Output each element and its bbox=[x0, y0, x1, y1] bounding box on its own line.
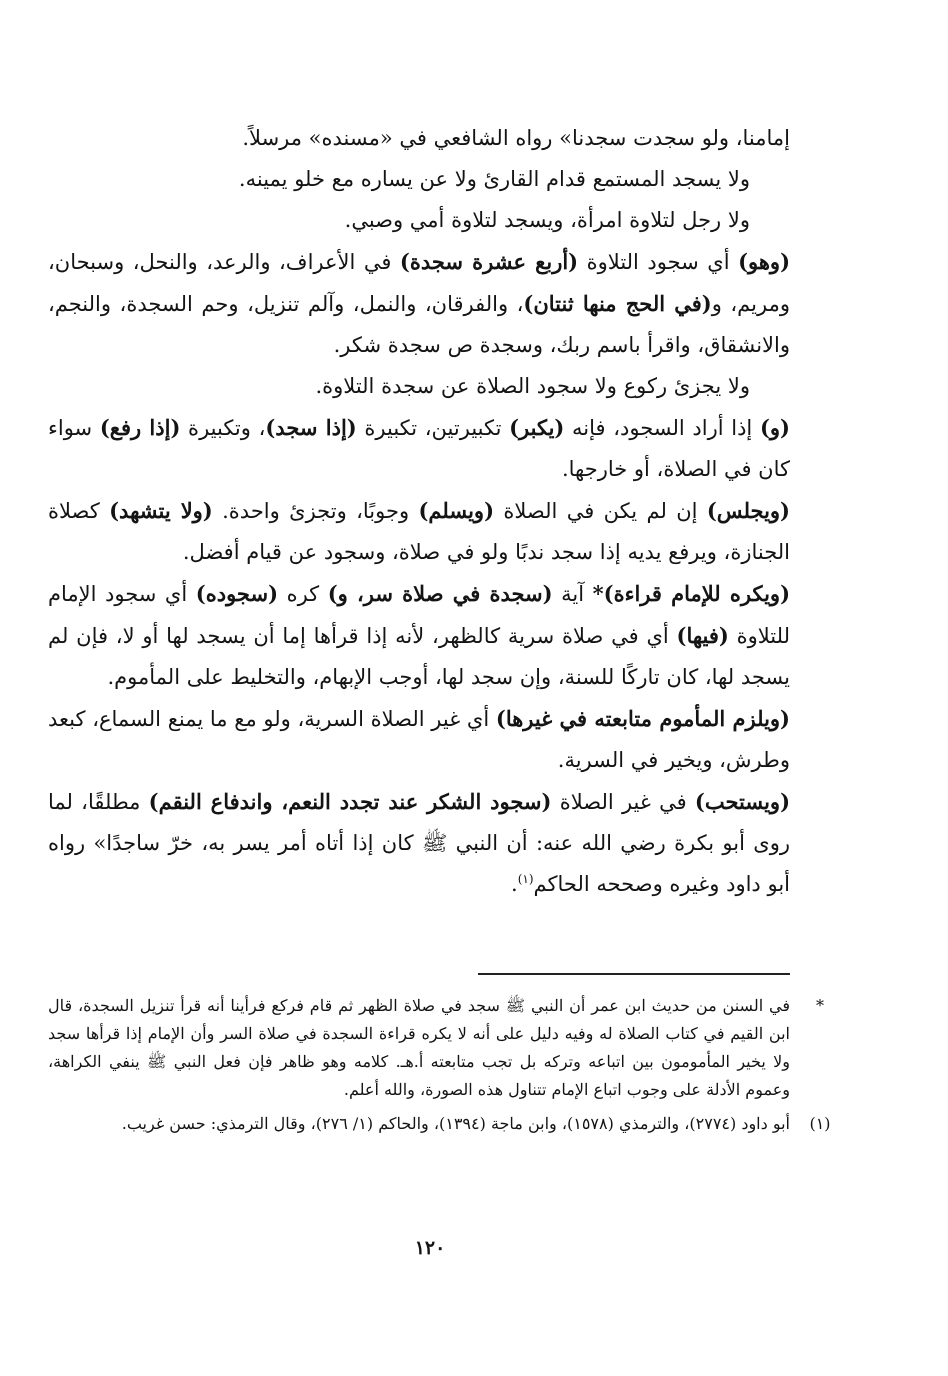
text-run: كصلاة الجنازة، ويرفع يديه إذا سجد ندبًا ولو في صلاة، وسجود عن قيام أفضل. bbox=[48, 499, 790, 564]
text-run: كره bbox=[278, 582, 328, 606]
text-run: أي سجود التلاوة bbox=[578, 250, 739, 274]
bold-text: (ولا يتشهد) bbox=[109, 498, 213, 523]
paragraph-1 bbox=[48, 118, 790, 159]
paragraph-7 bbox=[48, 490, 790, 573]
text-run: إن لم يكن في الصلاة bbox=[494, 499, 707, 523]
paragraph-5 bbox=[48, 366, 790, 407]
bold-text: (ويسلم) bbox=[418, 498, 495, 523]
main-text bbox=[48, 118, 790, 905]
footnote-ref: (١) bbox=[517, 872, 534, 886]
bold-text: (ويستحب) bbox=[694, 789, 791, 814]
text-run: أي في صلاة سرية كالظهر، لأنه إذا قرأها إما أن يسجد لها أو لا، فإن لم يسجد لها، كان تاركًا للسنة، وإن سجد لها، أوجب الإبهام، والتخليط على المأموم. bbox=[48, 624, 790, 689]
text-run: ولا يجزئ ركوع ولا سجود الصلاة عن سجدة التلاوة. bbox=[315, 374, 750, 398]
footnote-2-text: أبو داود (٢٧٧٤)، والترمذي (١٥٧٨)، وابن ماجة (١٣٩٤)، والحاكم (١/ ٢٧٦)، وقال الترمذي: حسن غريب. bbox=[121, 1114, 790, 1133]
paragraph-10 bbox=[48, 781, 790, 905]
footnote-1-text: في السنن من حديث ابن عمر أن النبي ﷺ سجد في صلاة الظهر ثم قام فركع فرأينا أنه قرأ تنزيل السجدة، قال ابن القيم في كتاب الصلاة له وفيه دليل على أنه لا يكره قراءة السجدة في صلاة السر وأن الإمام إذا قرأها سجد ولا يخير المأمومون بين اتباعه وتركه بل تجب متابعته أ.هـ. كلامه وهو ظاهر فإن فعل النبي ﷺ ينفي الكراهة، وعموم الأدلة على وجوب اتباع الإمام تتناول هذه الصورة، والله أعلم. bbox=[48, 996, 791, 1099]
footnotes bbox=[48, 992, 831, 1144]
paragraph-8 bbox=[48, 573, 790, 698]
text-run: ، وتكبيرة bbox=[180, 416, 266, 440]
paragraph-9 bbox=[48, 698, 790, 781]
text-run: ولا يسجد المستمع قدام القارئ ولا عن يساره مع خلو يمينه. bbox=[238, 167, 750, 191]
bold-text: (ويلزم المأموم متابعته في غيرها) bbox=[495, 706, 790, 731]
bold-text: (يكبر) bbox=[509, 415, 565, 440]
footnote-2-marker: (١) bbox=[809, 1114, 831, 1133]
bold-text: (إذا سجد) bbox=[265, 415, 357, 440]
bold-text: (سجود الشكر عند تجدد النعم، واندفاع النقم) bbox=[148, 789, 552, 814]
footnote-2 bbox=[48, 1110, 831, 1138]
text-run: آية bbox=[552, 582, 593, 606]
text-run: . bbox=[511, 872, 518, 896]
paragraph-6 bbox=[48, 407, 790, 490]
bold-text: (فيها) bbox=[676, 623, 729, 648]
bold-text: (سجدة في صلاة سر، و) bbox=[327, 581, 553, 606]
text-run: سواء كان في الصلاة، أو خارجها. bbox=[48, 416, 790, 481]
bold-text: (وهو) bbox=[738, 249, 790, 274]
bold-text: (و) bbox=[759, 415, 790, 440]
text-run: في غير الصلاة bbox=[551, 790, 695, 814]
paragraph-2 bbox=[48, 159, 790, 200]
text-run: أي غير الصلاة السرية، ولو مع ما يمنع السماع، كبعد وطرش، ويخير في السرية. bbox=[48, 707, 790, 772]
bold-text: (ويجلس) bbox=[706, 498, 790, 523]
footnote-1 bbox=[48, 992, 824, 1104]
bold-text: (إذا رفع) bbox=[99, 415, 181, 440]
text-run: ، والفرقان، والنمل، وآلم تنزيل، وحم السجدة، والنجم، والانشقاق، واقرأ باسم ربك، وسجدة ص سجدة شكر. bbox=[48, 292, 790, 357]
text-run: ولا رجل لتلاوة امرأة، ويسجد لتلاوة أمي وصبي. bbox=[344, 208, 750, 232]
text-run: في الأعراف، والرعد، والنحل، وسبحان، ومريم، و bbox=[48, 250, 790, 316]
text-run: إذا أراد السجود، فإنه bbox=[564, 416, 760, 440]
page-number: ١٢٠ bbox=[414, 1237, 446, 1259]
paragraph-3 bbox=[48, 200, 790, 241]
footnote-1-marker: * bbox=[816, 996, 824, 1015]
text-run: إمامنا، ولو سجدت سجدنا» رواه الشافعي في «مسنده» مرسلاً. bbox=[242, 126, 790, 150]
text-run: وجوبًا، وتجزئ واحدة. bbox=[212, 499, 419, 523]
text-run: أي سجود الإمام للتلاوة bbox=[48, 582, 790, 648]
text-run: مطلقًا، لما روى أبو بكرة رضي الله عنه: أن النبي ﷺ كان إذا أتاه أمر يسر به، خرّ ساجدًا» رواه أبو داود وغيره وصححه الحاكم bbox=[48, 790, 790, 896]
bold-text: (ويكره للإمام قراءة)* bbox=[592, 581, 791, 606]
bold-text: (في الحج منها ثنتان) bbox=[523, 291, 712, 316]
bold-text: (سجوده) bbox=[195, 581, 279, 606]
footnote-divider bbox=[478, 973, 790, 975]
bold-text: (أربع عشرة سجدة) bbox=[399, 249, 579, 274]
paragraph-4 bbox=[48, 241, 790, 366]
text-run: تكبيرتين، تكبيرة bbox=[356, 416, 510, 440]
